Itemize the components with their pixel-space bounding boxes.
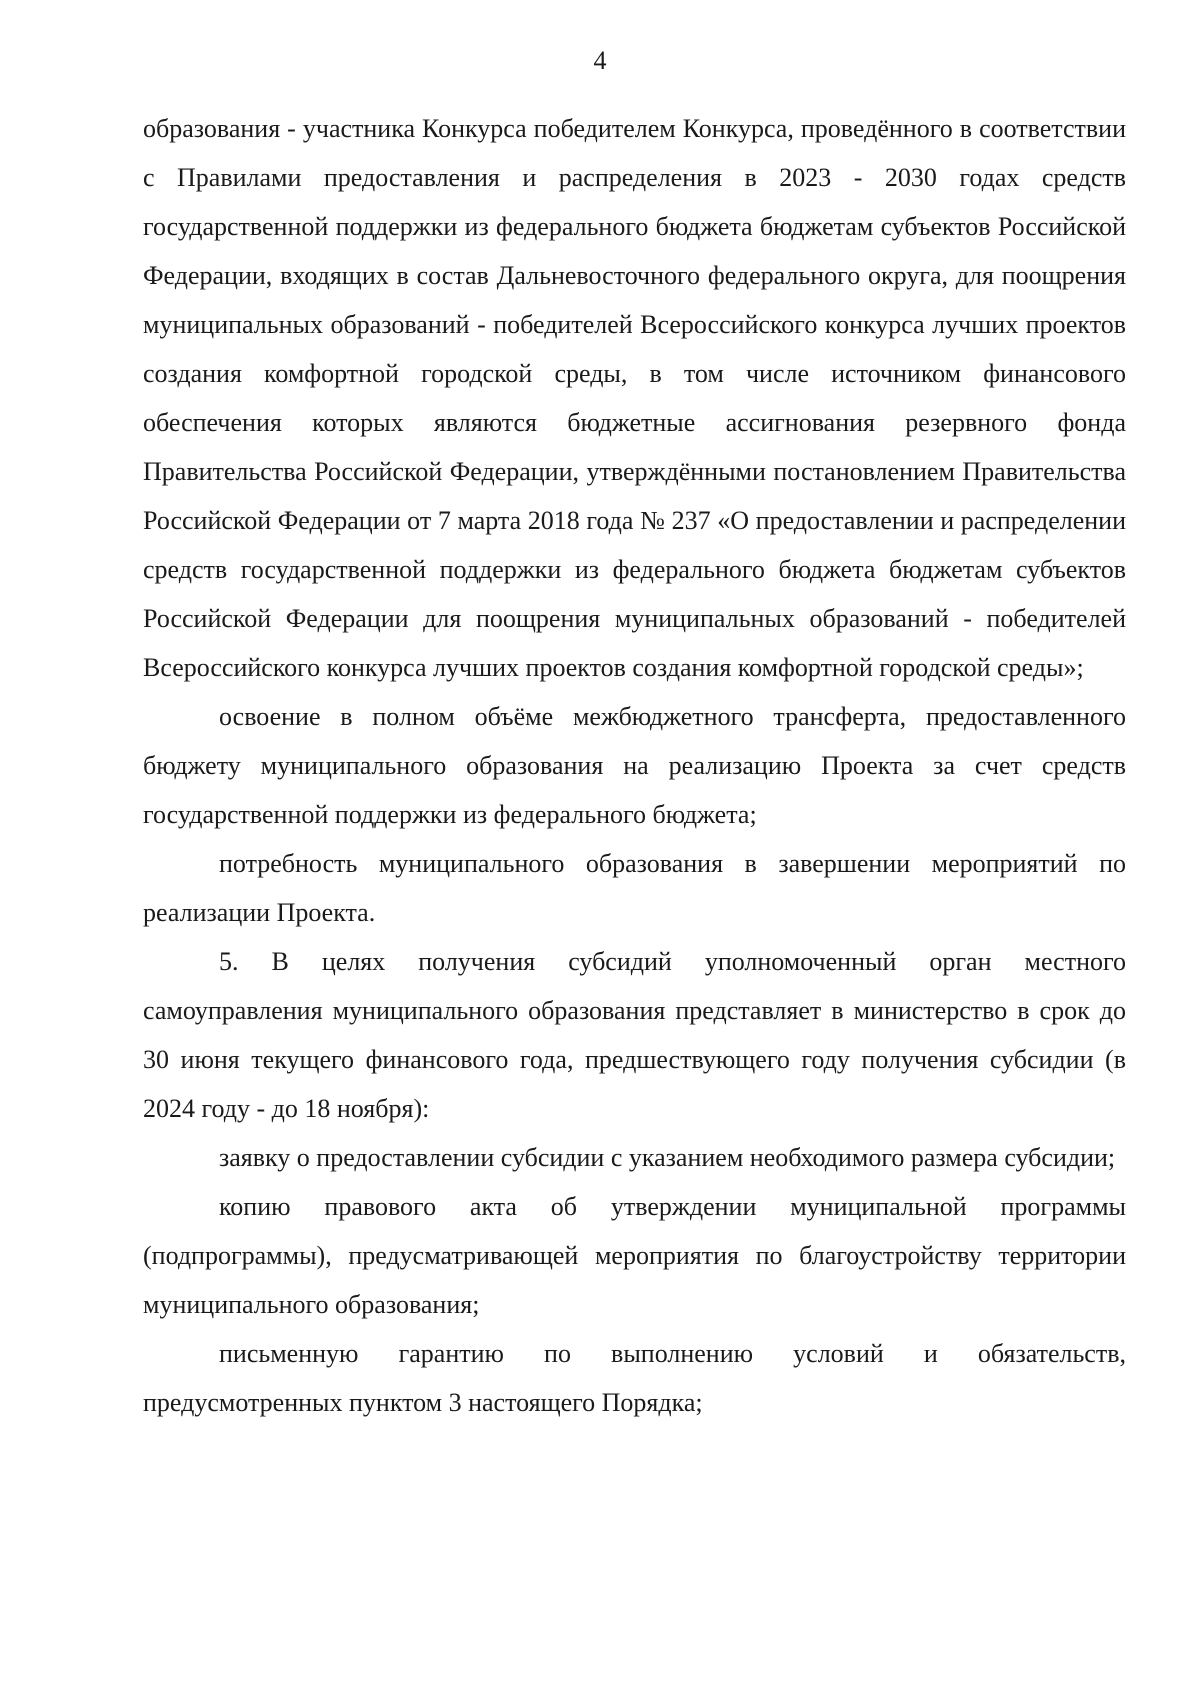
document-body (143, 104, 1126, 1427)
paragraph-written-guarantee: письменную гарантию по выполнению условий и обязательств, предусмотренных пунктом 3 настоящего Порядка; (143, 1339, 1126, 1417)
paragraph-continuation: образования - участника Конкурса победителем Конкурса, проведённого в соответствии с Правилами предоставления и распределения в 2023 - 2030 годах средств государственной поддержки из федерального бюджета бюджетам субъектов Российской Федерации, входящих в состав Дальневосточного федерального округа, для поощрения муниципальных образований - победителей Всероссийского конкурса лучших проектов создания комфортной городской среды, в том числе источником финансового обеспечения которых являются бюджетные ассигнования резервного фонда Правительства Российской Федерации, утверждёнными постановлением Правительства Российской Федерации от 7 марта 2018 года № 237 «О предоставлении и распределении средств государственной поддержки из федерального бюджета бюджетам субъектов Российской Федерации для поощрения муниципальных образований - победителей Всероссийского конкурса лучших проектов создания комфортной городской среды»; (143, 114, 1126, 682)
paragraph-mastering-transfer: освоение в полном объёме межбюджетного трансферта, предоставленного бюджету муниципального образования на реализацию Проекта за счет средств государственной поддержки из федерального бюджета; (143, 702, 1126, 829)
paragraph-legal-act-copy: копию правового акта об утверждении муниципальной программы (подпрограммы), предусматривающей мероприятия по благоустройству территории муниципального образования; (143, 1192, 1126, 1319)
paragraph-need-completion: потребность муниципального образования в завершении мероприятий по реализации Проекта. (143, 849, 1126, 927)
page-number: 4 (593, 46, 607, 75)
paragraph-application: заявку о предоставлении субсидии с указанием необходимого размера субсидии; (219, 1143, 1116, 1172)
paragraph-item-5: 5. В целях получения субсидий уполномоченный орган местного самоуправления муниципального образования представляет в министерство в срок до 30 июня текущего финансового года, предшествующего году получения субсидии (в 2024 году - до 18 ноября): (143, 947, 1126, 1123)
